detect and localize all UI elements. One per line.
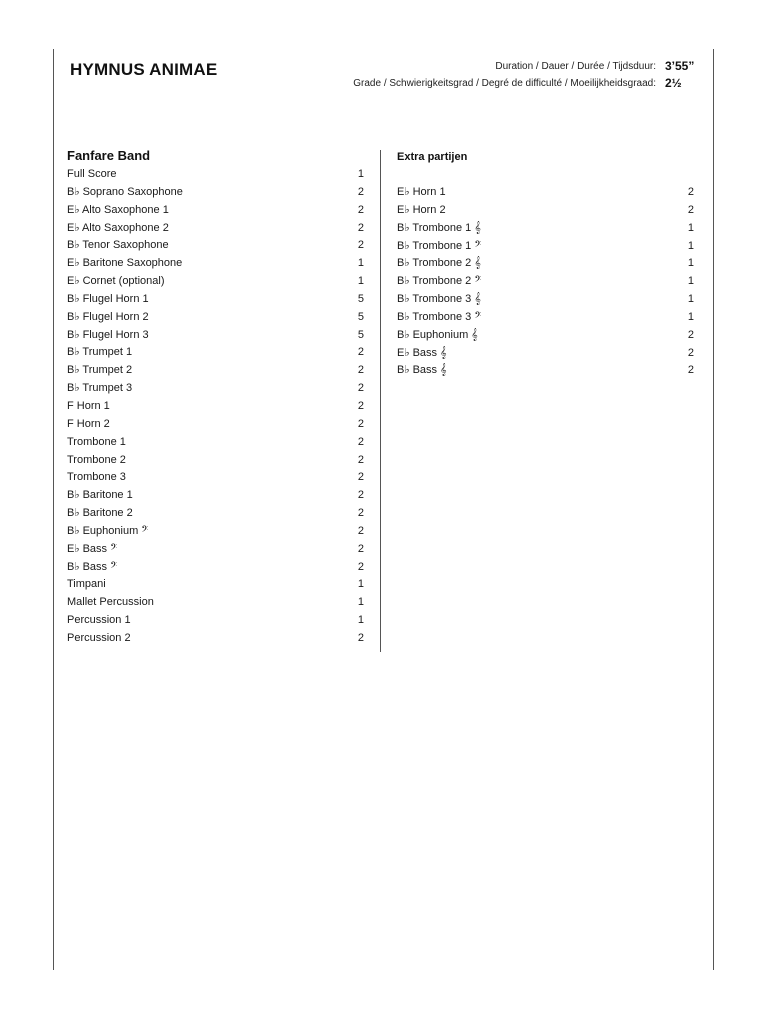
part-row	[397, 255, 694, 273]
part-row	[67, 220, 364, 238]
page-border-right	[713, 49, 714, 970]
part-count: 2	[357, 435, 364, 448]
part-row	[67, 541, 364, 559]
part-count: 5	[357, 310, 364, 323]
part-row	[67, 202, 364, 220]
page-title: HYMNUS ANIMAE	[70, 60, 218, 79]
part-count: 2	[357, 399, 364, 412]
part-row	[67, 344, 364, 362]
part-name: B♭ Flugel Horn 1	[67, 292, 149, 305]
part-row	[67, 166, 364, 184]
part-name: B♭ Trombone 1 𝄞	[397, 221, 481, 234]
part-count: 2	[357, 560, 364, 573]
part-row	[67, 505, 364, 523]
part-name: B♭ Bass 𝄢	[67, 560, 118, 573]
part-count: 1	[687, 293, 694, 306]
part-row	[67, 559, 364, 577]
part-row	[67, 398, 364, 416]
duration-label: Duration / Dauer / Durée / Tijdsduur:	[495, 61, 656, 72]
part-count: 1	[687, 221, 694, 234]
part-count: 1	[687, 275, 694, 288]
part-count: 2	[357, 524, 364, 537]
part-name: B♭ Euphonium 𝄢	[67, 524, 149, 537]
part-name: B♭ Tenor Saxophone	[67, 239, 169, 252]
part-name: E♭ Horn 2	[397, 203, 446, 216]
part-row	[397, 362, 694, 380]
part-name: F Horn 1	[67, 399, 110, 412]
column-divider	[380, 150, 381, 652]
part-row	[67, 630, 364, 648]
part-count: 2	[357, 471, 364, 484]
part-name: E♭ Cornet (optional)	[67, 275, 165, 288]
part-name: E♭ Horn 1	[397, 186, 446, 198]
part-count: 1	[687, 257, 694, 270]
part-row	[397, 345, 694, 363]
part-row	[67, 487, 364, 505]
part-name: F Horn 2	[67, 417, 110, 430]
part-row	[67, 469, 364, 487]
grade-value: 2½	[665, 76, 682, 90]
part-count: 1	[357, 275, 364, 288]
part-name: Timpani	[67, 578, 106, 591]
page-border-left	[53, 49, 54, 970]
part-count: 2	[357, 239, 364, 252]
part-name: B♭ Bass 𝄞	[397, 364, 447, 377]
part-count: 1	[357, 614, 364, 627]
part-count: 1	[357, 168, 364, 180]
part-count: 2	[687, 346, 694, 359]
part-row	[397, 238, 694, 256]
part-name: B♭ Flugel Horn 3	[67, 328, 149, 341]
part-count: 1	[357, 578, 364, 591]
part-name: B♭ Trombone 3 𝄞	[397, 293, 481, 306]
part-row	[67, 416, 364, 434]
part-count: 2	[687, 203, 694, 216]
part-row	[397, 327, 694, 345]
fanfare-band-heading: Fanfare Band	[67, 148, 151, 163]
part-count: 2	[687, 186, 694, 198]
part-name: B♭ Trombone 1 𝄢	[397, 239, 482, 252]
part-count: 2	[357, 489, 364, 502]
part-row	[397, 273, 694, 291]
part-name: Percussion 2	[67, 631, 131, 644]
part-name: B♭ Flugel Horn 2	[67, 310, 149, 323]
part-row	[67, 576, 364, 594]
part-name: B♭ Trombone 2 𝄢	[397, 275, 482, 288]
part-row	[67, 273, 364, 291]
part-name: Trombone 1	[67, 435, 126, 448]
part-row	[67, 380, 364, 398]
part-row	[67, 309, 364, 327]
part-row	[67, 291, 364, 309]
part-name: Full Score	[67, 168, 117, 180]
part-name: B♭ Trumpet 3	[67, 382, 133, 395]
part-count: 2	[357, 417, 364, 430]
part-count: 2	[687, 328, 694, 341]
part-row	[67, 327, 364, 345]
part-count: 2	[357, 346, 364, 359]
part-name: B♭ Baritone 2	[67, 507, 133, 520]
part-count: 2	[357, 221, 364, 234]
part-row	[67, 612, 364, 630]
part-name: E♭ Baritone Saxophone	[67, 257, 183, 270]
part-count: 5	[357, 292, 364, 305]
part-row	[67, 184, 364, 202]
part-row	[67, 255, 364, 273]
part-name: Mallet Percussion	[67, 596, 154, 609]
part-row	[67, 434, 364, 452]
part-name: Percussion 1	[67, 614, 131, 627]
part-name: B♭ Trombone 3 𝄢	[397, 310, 482, 323]
part-count: 2	[687, 364, 694, 377]
part-count: 1	[357, 596, 364, 609]
part-row	[397, 202, 694, 220]
part-count: 2	[357, 453, 364, 466]
duration-value: 3’55”	[665, 59, 695, 73]
part-count: 2	[357, 364, 364, 377]
part-row	[397, 220, 694, 238]
fanfare-band-parts-list	[67, 166, 364, 648]
part-name: B♭ Trumpet 2	[67, 364, 133, 377]
part-count: 2	[357, 382, 364, 395]
part-row	[67, 452, 364, 470]
part-count: 2	[357, 542, 364, 555]
part-name: B♭ Baritone 1	[67, 489, 133, 502]
part-name: E♭ Bass 𝄞	[397, 346, 447, 359]
part-count: 1	[357, 257, 364, 270]
part-row	[397, 309, 694, 327]
part-count: 5	[357, 328, 364, 341]
extra-parts-heading: Extra partijen	[397, 151, 468, 163]
part-name: Trombone 3	[67, 471, 126, 484]
part-name: Trombone 2	[67, 453, 126, 466]
part-row	[67, 362, 364, 380]
grade-label: Grade / Schwierigkeitsgrad / Degré de difficulté / Moeilijkheidsgraad:	[353, 78, 656, 89]
part-count: 2	[357, 203, 364, 216]
part-name: B♭ Trumpet 1	[67, 346, 133, 359]
part-count: 2	[357, 185, 364, 198]
part-row	[397, 291, 694, 309]
part-name: B♭ Trombone 2 𝄞	[397, 257, 481, 270]
part-count: 1	[687, 310, 694, 323]
part-name: B♭ Soprano Saxophone	[67, 185, 183, 198]
part-row	[67, 237, 364, 255]
part-name: E♭ Alto Saxophone 1	[67, 203, 169, 216]
part-count: 1	[687, 239, 694, 252]
part-count: 2	[357, 507, 364, 520]
extra-parts-list	[397, 184, 694, 380]
part-row	[67, 523, 364, 541]
part-row	[67, 594, 364, 612]
part-name: B♭ Euphonium 𝄞	[397, 328, 478, 341]
part-row	[397, 184, 694, 202]
part-name: E♭ Alto Saxophone 2	[67, 221, 169, 234]
part-name: E♭ Bass 𝄢	[67, 542, 118, 555]
part-count: 2	[357, 631, 364, 644]
